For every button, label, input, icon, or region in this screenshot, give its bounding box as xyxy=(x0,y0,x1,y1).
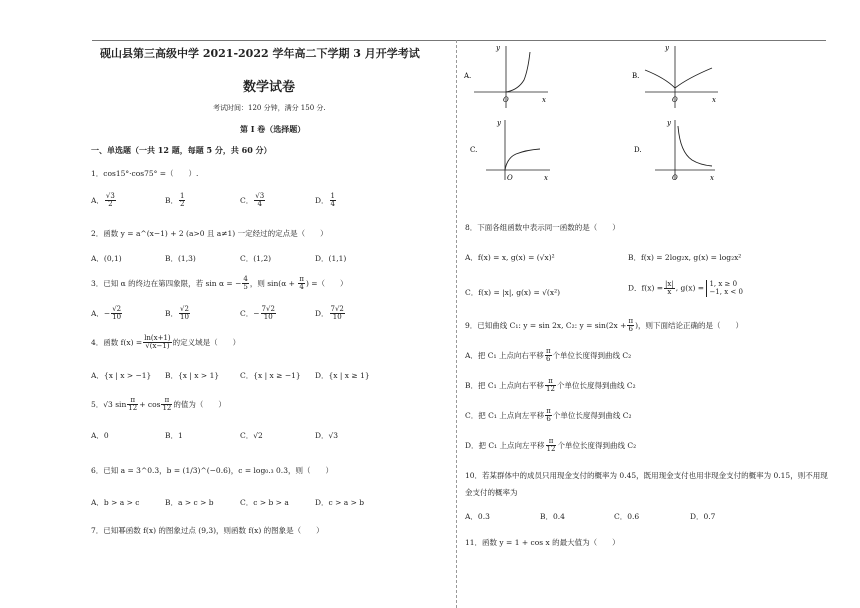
svg-text:y: y xyxy=(496,44,500,52)
graph-c[interactable] xyxy=(470,119,550,182)
graph-d[interactable] xyxy=(634,119,715,182)
q1-option-b[interactable]: B． $\frac{1}{2}$ xyxy=(165,192,185,209)
q8-stem: 8．下面各组函数中表示同一函数的是（ ） xyxy=(465,223,620,232)
q5-option-d[interactable]: D．√3 xyxy=(315,431,339,440)
q3-option-a[interactable]: A．− $\frac{√2}{10}$ xyxy=(91,305,122,322)
q4-option-d[interactable]: D．{x | x ≥ 1} xyxy=(315,371,370,380)
q10-option-d[interactable]: D．0.7 xyxy=(690,512,716,521)
graph-a[interactable] xyxy=(463,44,548,108)
svg-text:y: y xyxy=(497,119,501,127)
svg-text:O: O xyxy=(507,174,513,182)
q2-stem: 2．函数 y = a^(x−1) + 2 (a>0 且 a≠1) 一定经过的定点是（ ） xyxy=(91,229,328,238)
svg-text:x: x xyxy=(712,96,716,104)
q4-option-c[interactable]: C．{x | x ≥ −1} xyxy=(240,371,301,380)
graph-b-curve xyxy=(645,68,712,88)
q9-option-b[interactable]: B．把 C₁ 上点向右平移 $\frac{\pi}{12}$ 个单位长度得到曲线 C₂ xyxy=(465,377,636,394)
q3-stem: 3．已知 α 的终边在第四象限，若 sin α = − $\frac{4}{5}$ ，则 sin(α + $\frac{\pi}{4}$ ) =（ ） xyxy=(91,275,348,292)
svg-text:A.: A. xyxy=(464,72,472,80)
part-heading: 第 I 卷（选择题） xyxy=(240,124,306,134)
q6-option-a[interactable]: A．b > a > c xyxy=(91,498,140,507)
q7-graphs xyxy=(460,40,840,190)
svg-text:B.: B. xyxy=(632,72,640,80)
svg-text:x: x xyxy=(542,96,546,104)
graph-d-curve xyxy=(678,126,712,166)
q11-stem: 11．函数 y = 1 + cos x 的最大值为（ ） xyxy=(465,538,620,547)
q9-option-c[interactable]: C．把 C₁ 上点向左平移 $\frac{\pi}{6}$ 个单位长度得到曲线 C₂ xyxy=(465,407,632,424)
q1-option-c[interactable]: C． $\frac{√3}{4}$ xyxy=(240,192,265,209)
q2-option-c[interactable]: C．(1,2) xyxy=(240,254,272,263)
exam-title: 砚山县第三高级中学 2021-2022 学年高二下学期 3 月开学考试 xyxy=(100,47,420,60)
q8-option-c[interactable]: C．f(x) = |x|, g(x) = √(x²) xyxy=(465,288,561,297)
q6-stem: 6．已知 a = 3^0.3，b = (1/3)^(−0.6)，c = log₀.₃ 0.3，则（ ） xyxy=(91,466,333,475)
q8-option-b[interactable]: B．f(x) = 2log₂x, g(x) = log₂x² xyxy=(628,253,742,262)
q6-option-b[interactable]: B．a > c > b xyxy=(165,498,214,507)
q2-option-a[interactable]: A．(0,1) xyxy=(91,254,122,263)
q1-stem: 1．cos15°·cos75° =（ ）. xyxy=(91,169,199,178)
graph-b[interactable] xyxy=(632,44,718,108)
q1-option-d[interactable]: D． $\frac{1}{4}$ xyxy=(315,192,335,209)
q10-stem-line1: 10．若某群体中的成员只用现金支付的概率为 0.45，既用现金支付也用非现金支付的概率为 0.15，则不用现 xyxy=(465,471,828,480)
q4-option-b[interactable]: B．{x | x > 1} xyxy=(165,371,220,380)
q7-stem: 7．已知幂函数 f(x) 的图象过点 (9,3)，则函数 f(x) 的图象是（ ） xyxy=(91,526,324,535)
q9-option-d[interactable]: D．把 C₁ 上点向左平移 $\frac{\pi}{12}$ 个单位长度得到曲线 C₂ xyxy=(465,437,637,454)
svg-text:x: x xyxy=(710,174,714,182)
q6-option-d[interactable]: D．c > a > b xyxy=(315,498,365,507)
svg-text:D.: D. xyxy=(634,146,642,154)
exam-subtitle: 数学试卷 xyxy=(243,80,296,95)
svg-text:C.: C. xyxy=(470,146,478,154)
graph-a-curve xyxy=(506,52,530,92)
q3-option-c[interactable]: C．− $\frac{7√2}{10}$ xyxy=(240,305,275,322)
q8-option-a[interactable]: A．f(x) = x, g(x) = (√x)² xyxy=(465,253,555,262)
q4-stem: 4．函数 f(x) = $\frac{\ln(x+1)}{√(x-1)}$ 的定义域是（ ） xyxy=(91,334,241,351)
q5-stem: 5．√3 sin $\frac{\pi}{12}$ + cos $\frac{\pi}{12}$ 的值为（ ） xyxy=(91,396,226,413)
q10-stem-line2: 金支付的概率为 xyxy=(465,488,518,497)
q9-stem: 9．已知曲线 C₁: y = sin 2x, C₂: y = sin(2x + $\frac{\pi}{6}$ )，则下面结论正确的是（ ） xyxy=(465,317,743,334)
q6-option-c[interactable]: C．c > b > a xyxy=(240,498,289,507)
svg-text:O: O xyxy=(672,174,678,182)
q5-option-a[interactable]: A．0 xyxy=(91,431,109,440)
svg-text:x: x xyxy=(544,174,548,182)
q3-option-d[interactable]: D． $\frac{7√2}{10}$ xyxy=(315,305,344,322)
q3-option-b[interactable]: B． $\frac{√2}{10}$ xyxy=(165,305,189,322)
section-heading: 一、单选题（一共 12 题，每题 5 分，共 60 分） xyxy=(91,145,272,155)
q10-option-a[interactable]: A．0.3 xyxy=(465,512,490,521)
q9-option-a[interactable]: A．把 C₁ 上点向右平移 $\frac{\pi}{6}$ 个单位长度得到曲线 C₂ xyxy=(465,347,632,364)
q2-option-d[interactable]: D．(1,1) xyxy=(315,254,347,263)
q5-option-c[interactable]: C．√2 xyxy=(240,431,263,440)
q2-option-b[interactable]: B．(1,3) xyxy=(165,254,196,263)
svg-text:O: O xyxy=(672,96,678,104)
q1-option-a[interactable]: A． $\frac{√3}{2}$ xyxy=(91,192,115,209)
svg-text:y: y xyxy=(665,44,669,52)
svg-text:y: y xyxy=(667,119,671,127)
q10-option-b[interactable]: B．0.4 xyxy=(540,512,565,521)
q10-option-c[interactable]: C．0.6 xyxy=(614,512,640,521)
svg-text:O: O xyxy=(503,96,509,104)
column-divider xyxy=(456,40,457,608)
q5-option-b[interactable]: B．1 xyxy=(165,431,183,440)
graph-c-curve xyxy=(505,149,540,170)
q8-option-d[interactable]: D．f(x) = $\frac{|x|}{x}$ , g(x) = 1, x ≥ 0 −1, x < 0 xyxy=(628,279,743,297)
q4-option-a[interactable]: A．{x | x > −1} xyxy=(91,371,152,380)
exam-info: 考试时间：120 分钟，满分 150 分. xyxy=(213,104,326,112)
